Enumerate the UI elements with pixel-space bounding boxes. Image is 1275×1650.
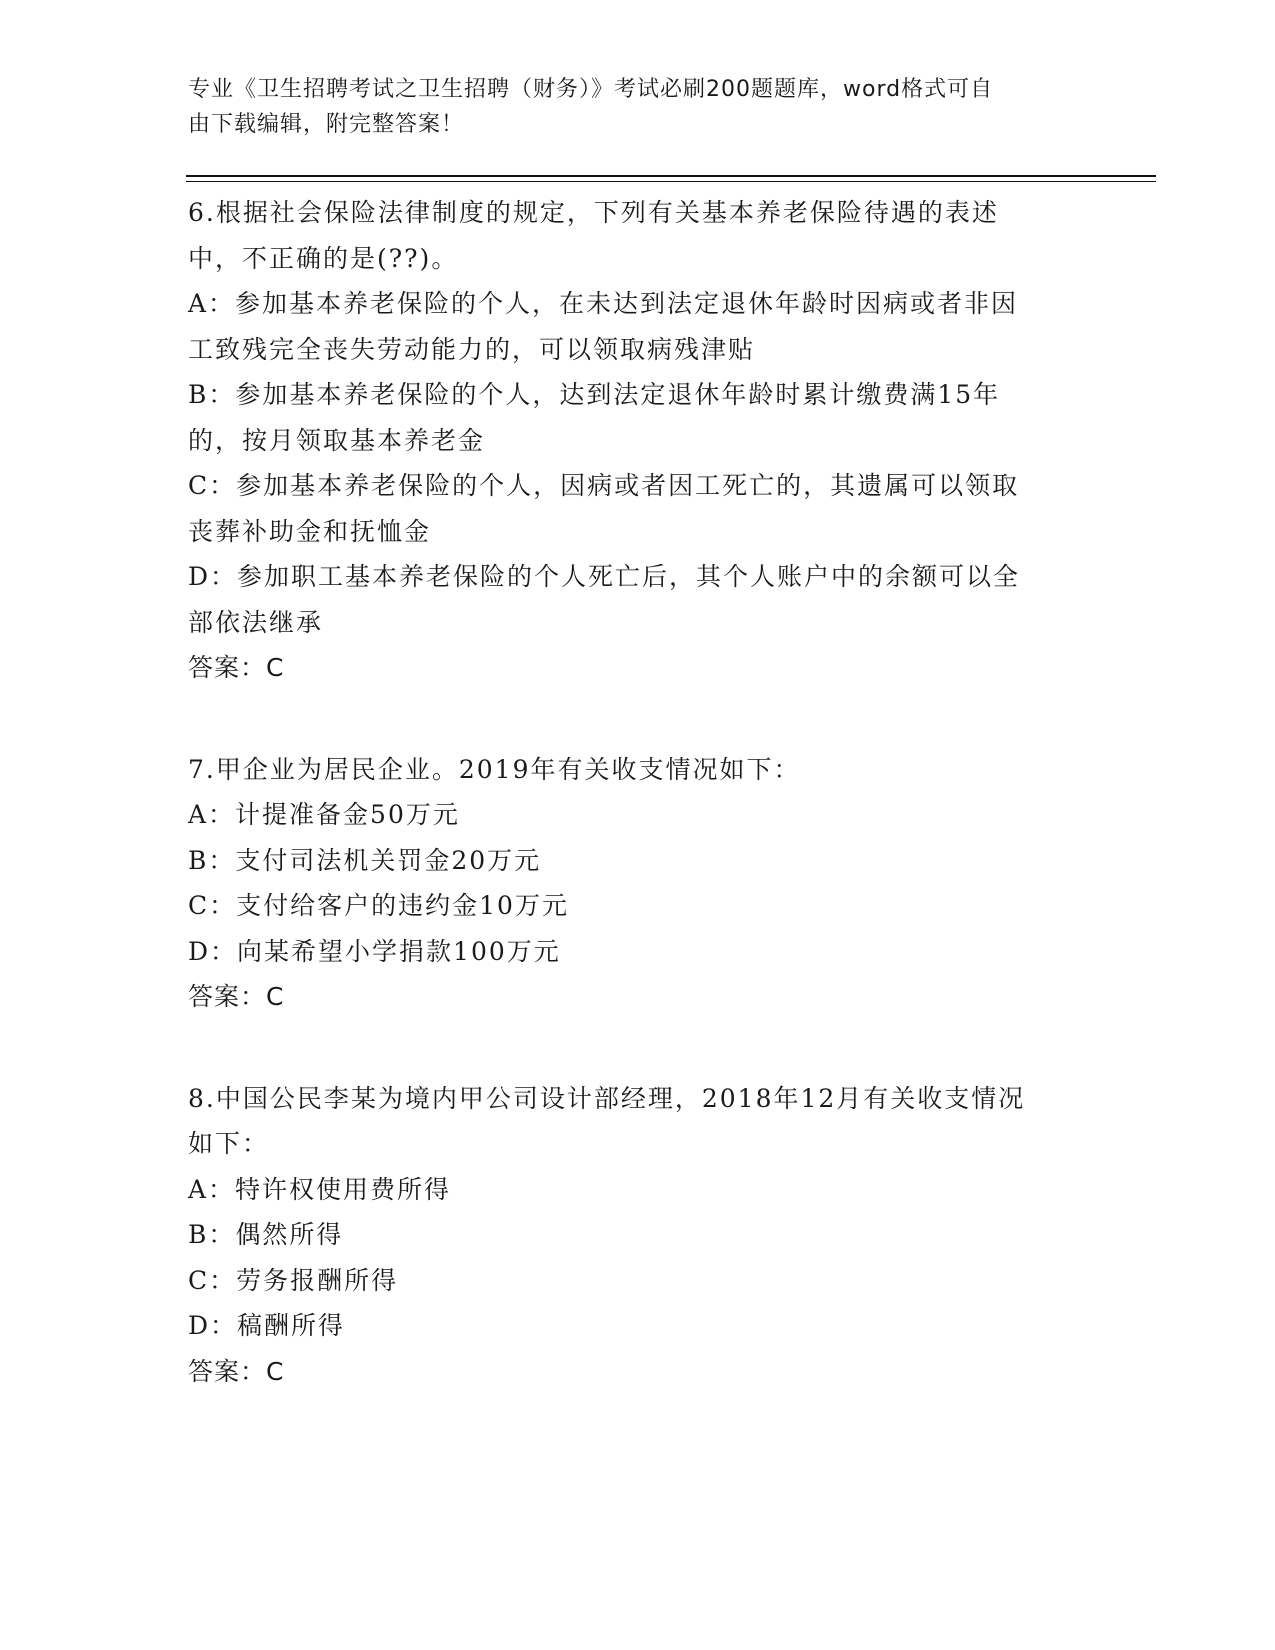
question-stem: 如下：: [188, 1129, 270, 1158]
question-list: [188, 190, 1088, 1450]
option-c: C：支付给客户的违约金10万元: [188, 891, 569, 920]
question-stem: 8.中国公民李某为境内甲公司设计部经理，2018年12月有关收支情况: [188, 1083, 1026, 1113]
question-stem: 6.根据社会保险法律制度的规定，下列有关基本养老保险待遇的表述: [188, 198, 999, 227]
option-b: B：偶然所得: [188, 1220, 344, 1249]
header-line-1: 专业《卫生招聘考试之卫生招聘（财务）》考试必刷200题题库，word格式可自: [188, 77, 994, 102]
question-stem: 7.甲企业为居民企业。2019年有关收支情况如下：: [188, 754, 801, 784]
header-divider-thick: [186, 175, 1156, 177]
answer-label: 答案：C: [188, 1356, 285, 1386]
option-c-cont: 丧葬补助金和抚恤金: [188, 516, 432, 546]
option-b-cont: 的，按月领取基本养老金: [188, 425, 486, 455]
question-stem: 中，不正确的是(??)。: [188, 243, 459, 273]
option-d: D：稿酬所得: [188, 1311, 346, 1340]
question-6: [188, 190, 1088, 691]
option-d-cont: 部依法继承: [188, 607, 324, 637]
answer-label: 答案：C: [188, 653, 285, 682]
question-7: [188, 747, 1088, 1020]
question-8: [188, 1076, 1088, 1395]
header-line-2: 由下载编辑，附完整答案！: [188, 112, 465, 137]
option-a-cont: 工致残完全丧失劳动能力的，可以领取病残津贴: [188, 334, 756, 364]
document-header: [188, 72, 1068, 142]
answer-label: 答案：C: [188, 982, 285, 1011]
option-a: A：特许权使用费所得: [188, 1174, 452, 1204]
option-a: A：计提准备金50万元: [188, 800, 460, 829]
option-b: B：参加基本养老保险的个人，达到法定退休年龄时累计缴费满15年: [188, 380, 1001, 409]
option-d: D：向某希望小学捐款100万元: [188, 936, 561, 966]
option-c: C：劳务报酬所得: [188, 1265, 399, 1295]
option-d: D：参加职工基本养老保险的个人死亡后，其个人账户中的余额可以全: [188, 562, 1021, 591]
option-c: C：参加基本养老保险的个人，因病或者因工死亡的，其遗属可以领取: [188, 471, 1020, 500]
option-a: A：参加基本养老保险的个人，在未达到法定退休年龄时因病或者非因: [188, 289, 1019, 318]
option-b: B：支付司法机关罚金20万元: [188, 845, 542, 875]
header-divider-thin: [186, 181, 1156, 182]
